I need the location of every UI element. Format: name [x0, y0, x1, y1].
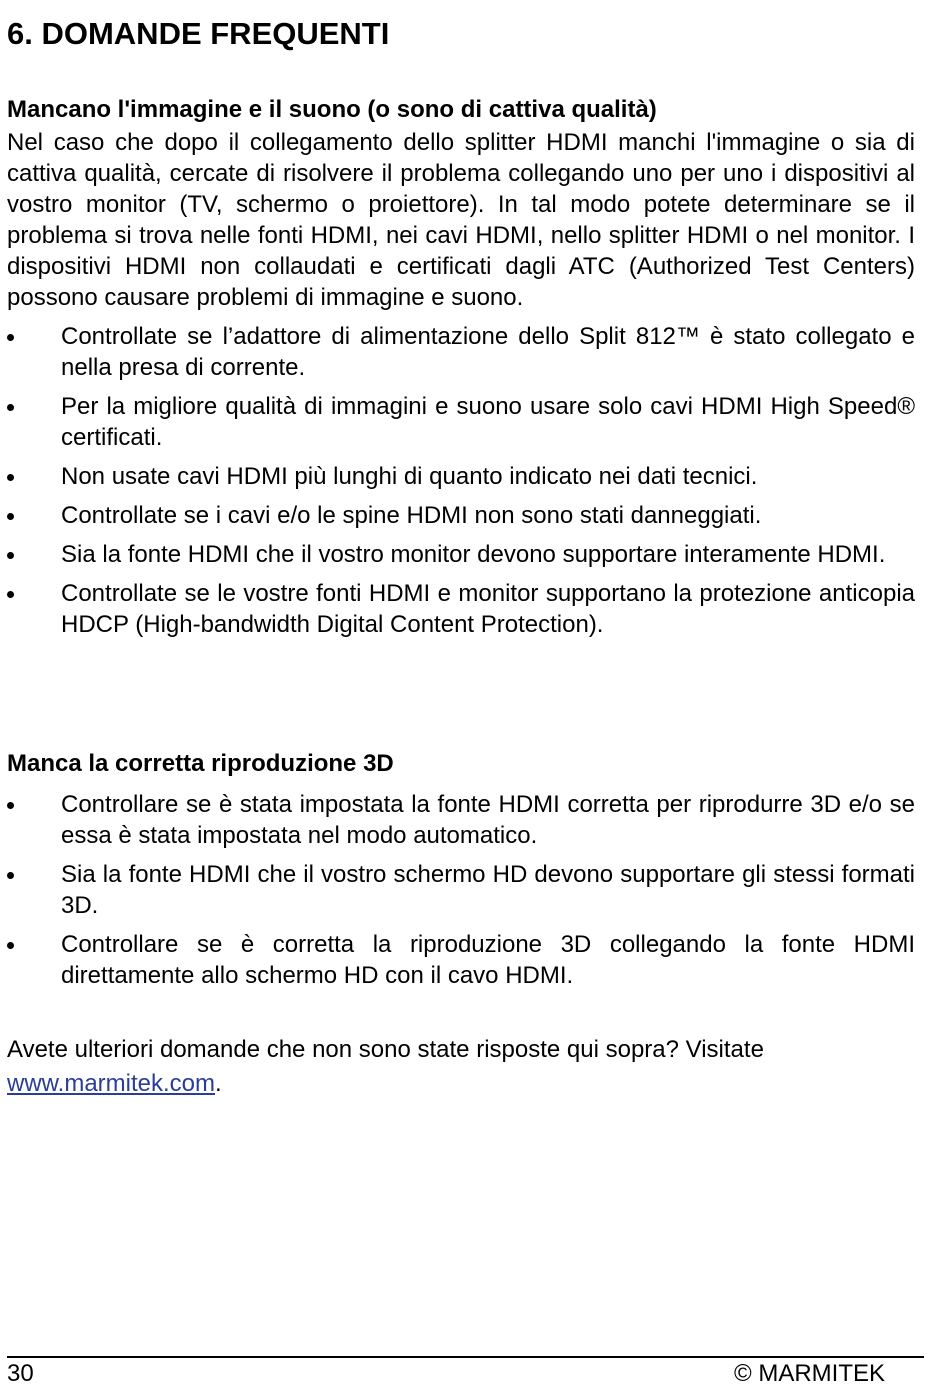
bullet-list	[7, 789, 915, 991]
list-item-text: Sia la fonte HDMI che il vostro schermo HD devono supportare gli stessi formati 3D.	[61, 861, 915, 919]
outro-link-line	[7, 1067, 915, 1101]
list-item-text: Non usate cavi HDMI più lunghi di quanto indicato nei dati tecnici.	[61, 463, 758, 490]
bullet-icon	[7, 513, 14, 520]
list-item	[7, 859, 915, 921]
list-item	[7, 500, 915, 531]
list-item	[7, 789, 915, 851]
section-heading: Mancano l'immagine e il suono (o sono di cattiva qualità)	[7, 96, 657, 123]
list-item	[7, 321, 915, 383]
outro-trailing: .	[215, 1070, 222, 1097]
bullet-icon	[7, 552, 14, 559]
footer-divider	[7, 1356, 924, 1358]
copyright: © MARMITEK	[734, 1360, 886, 1387]
section-heading: Manca la corretta riproduzione 3D	[7, 750, 394, 777]
bullet-icon	[7, 404, 14, 411]
list-item-text: Controllare se è corretta la riproduzione 3D collegando la fonte HDMI direttamente allo schermo HD con il cavo HDMI.	[61, 931, 915, 989]
list-item-text: Controllare se è stata impostata la fonte HDMI corretta per riprodurre 3D e/o se essa è stata impostata nel modo automatico.	[61, 791, 915, 849]
list-item	[7, 539, 915, 570]
list-item	[7, 578, 915, 640]
list-item-text: Controllate se l’adattore di alimentazione dello Split 812™ è stato collegato e nella presa di corrente.	[61, 323, 915, 381]
section-3d-playback	[7, 747, 915, 991]
list-item	[7, 929, 915, 991]
outro	[7, 1033, 915, 1101]
bullet-icon	[7, 802, 14, 809]
list-item	[7, 391, 915, 453]
outro-text: Avete ulteriori domande che non sono state risposte qui sopra? Visitate	[7, 1036, 764, 1063]
section-no-picture-sound	[7, 93, 915, 640]
list-item-text: Controllate se i cavi e/o le spine HDMI non sono stati danneggiati.	[61, 502, 762, 529]
website-link[interactable]: www.marmitek.com	[7, 1070, 216, 1097]
list-item-text: Sia la fonte HDMI che il vostro monitor devono supportare interamente HDMI.	[61, 541, 886, 568]
bullet-icon	[7, 942, 14, 949]
section-paragraph: Nel caso che dopo il collegamento dello splitter HDMI manchi l'immagine o sia di cattiva qualità, cercate di risolvere il problema collegando uno per uno i dispositivi al vostro monitor (TV, schermo o proiettore). In tal modo potete determinare se il problema si trova nelle fonti HDMI, nei cavi HDMI, nello splitter HDMI o nel monitor. I dispositivi HDMI non collaudati e certificati dagli ATC (Authorized Test Centers) possono causare problemi di immagine e suono.	[7, 129, 915, 311]
bullet-icon	[7, 591, 14, 598]
bullet-list	[7, 321, 915, 640]
bullet-icon	[7, 334, 14, 341]
list-item-text: Per la migliore qualità di immagini e suono usare solo cavi HDMI High Speed® certificati.	[61, 393, 915, 451]
bullet-icon	[7, 474, 14, 481]
list-item-text: Controllate se le vostre fonti HDMI e monitor supportano la protezione anticopia HDCP (High-bandwidth Digital Content Protection).	[61, 580, 915, 638]
page-number: 30	[7, 1360, 34, 1387]
page-title: 6. DOMANDE FREQUENTI	[7, 16, 390, 51]
bullet-icon	[7, 872, 14, 879]
list-item	[7, 461, 915, 492]
